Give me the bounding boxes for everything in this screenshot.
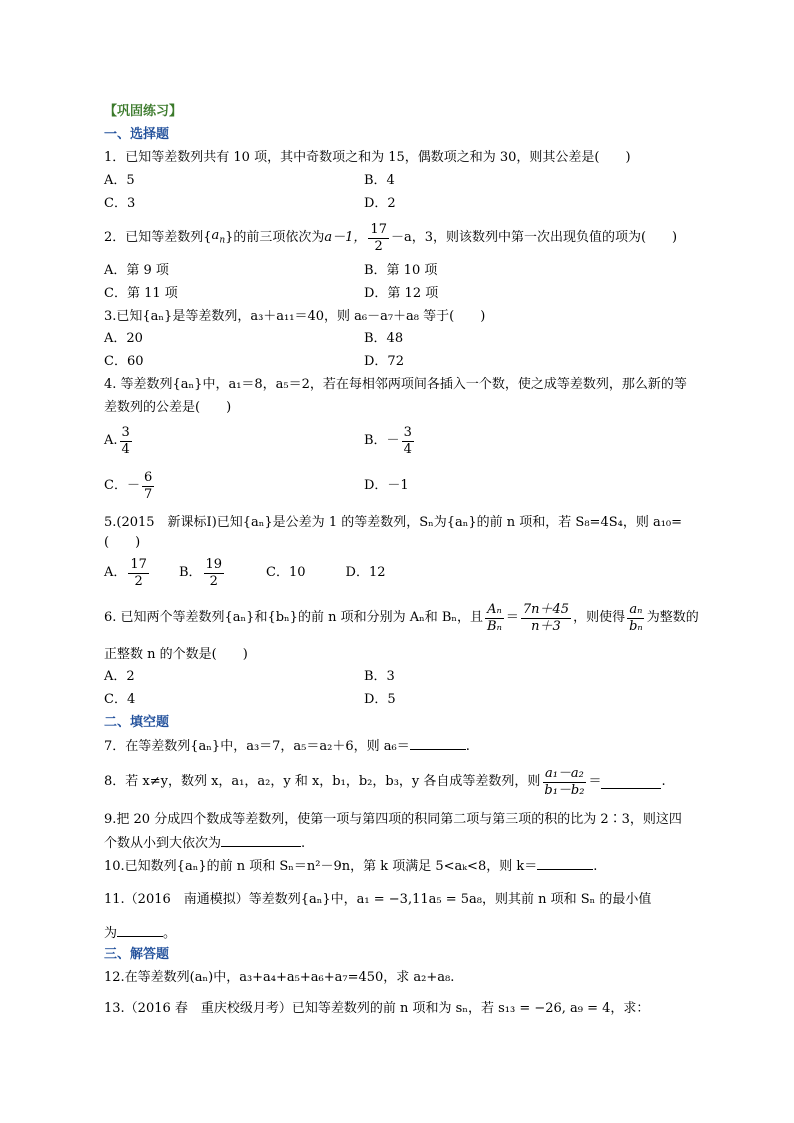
q5-option-a bbox=[104, 557, 151, 590]
q3-option-b: B．48 bbox=[364, 331, 404, 346]
q2-option-d: D．第 12 项 bbox=[364, 286, 439, 301]
section-answer-heading: 三、解答题 bbox=[104, 947, 170, 962]
q11-answer-blank[interactable] bbox=[117, 924, 163, 937]
q4-a-fraction bbox=[120, 425, 132, 458]
q1-option-b: B．4 bbox=[364, 173, 395, 188]
q5-b-label: B． bbox=[178, 565, 202, 580]
q4-b-fraction bbox=[402, 425, 414, 458]
question-9-line1: 9.把 20 分成四个数成等差数列，使第一项与第四项的积同第二项与第三项的积的比为 2∶3，则这四 bbox=[104, 812, 682, 827]
q4-c-den: 7 bbox=[143, 486, 153, 502]
q6-option-d: D．5 bbox=[364, 692, 396, 707]
q6-post: 为整数的 bbox=[646, 610, 699, 625]
q2-frac-den: 2 bbox=[374, 238, 383, 254]
question-3-stem: 3.已知{aₙ}是等差数列，a₃＋a₁₁＝40，则 a₆－a₇＋a₈ 等于( ) bbox=[104, 309, 486, 324]
q6-fraction-ratio bbox=[627, 602, 645, 635]
q6-f3-den: bₙ bbox=[629, 618, 643, 634]
q1-option-c: C．3 bbox=[104, 196, 136, 211]
q6-option-b: B．3 bbox=[364, 669, 395, 684]
q7-text: 7．在等差数列{aₙ}中，a₃＝7，a₅＝a₂＋6，则 a₆＝ bbox=[104, 739, 410, 754]
q5-b-den: 2 bbox=[209, 573, 218, 589]
q8-pre: 8．若 x≠y，数列 x，a₁，a₂，y 和 x，b₁，b₂，b₃，y 各自成等差数列，则 bbox=[104, 774, 541, 789]
q6-f1-num: Aₙ bbox=[487, 601, 502, 617]
question-11-line1: 11.（2016 南通模拟）等差数列{aₙ}中，a₁ = −3,11a₅ = 5a₈，则其前 n 项和 Sₙ 的最小值 bbox=[104, 892, 652, 907]
q9-line2-text: 个数从小到大依次为 bbox=[104, 836, 222, 851]
question-8: 8．若 x≠y，数列 x，a₁，a₂，y 和 x，b₁，b₂，b₃，y 各自成等差数列，则 $\frac{\text{a₁－a₂}}{\text{b₁－b₂}}$ ＝ . bbox=[104, 765, 666, 798]
q6-f2-num: 7n＋45 bbox=[522, 601, 570, 617]
q8-f-num: a₁－a₂ bbox=[544, 765, 584, 781]
q6-f3-num: aₙ bbox=[629, 601, 643, 617]
q4-b-den: 4 bbox=[403, 441, 412, 457]
question-10: 10.已知数列{aₙ}的前 n 项和 Sₙ＝n²－9n，第 k 项满足 5<aₖ<8，则 k＝ . bbox=[104, 859, 598, 874]
q4-a-den: 4 bbox=[121, 441, 130, 457]
q4-c-label: C．－ bbox=[104, 478, 140, 493]
question-13: 13.（2016 春 重庆校级月考）已知等差数列的前 n 项和为 sₙ，若 s₁₃ = −26, a₉ = 4，求： bbox=[104, 1001, 650, 1016]
q2-frac-num: 17 bbox=[370, 221, 387, 237]
q8-eq: ＝ bbox=[588, 774, 602, 789]
q6-f1-den: Bₙ bbox=[487, 618, 502, 634]
q8-fraction bbox=[542, 766, 586, 799]
q8-f-den: b₁－b₂ bbox=[544, 782, 585, 798]
q11-line2-text: 为 bbox=[104, 926, 118, 941]
q10-answer-blank[interactable] bbox=[537, 857, 593, 870]
q2-seq-symbol: $a_n$ bbox=[211, 227, 226, 246]
q4-option-b bbox=[364, 422, 416, 460]
q2-after: －a，3，则该数列中第一次出现负值的项为( ) bbox=[390, 230, 678, 245]
q6-f2-den: n＋3 bbox=[531, 618, 561, 634]
question-1-stem: 1．已知等差数列共有 10 项，其中奇数项之和为 15，偶数项之和为 30，则其公差是( ) bbox=[104, 150, 631, 165]
q2-option-a: A．第 9 项 bbox=[104, 263, 169, 278]
q4-b-label: B．－ bbox=[364, 433, 400, 448]
q4-option-c bbox=[104, 467, 156, 505]
q5-b-fraction bbox=[204, 557, 225, 590]
q4-a-label: A. bbox=[104, 433, 118, 448]
question-5-line1: 5.(2015 新课标Ⅰ)已知{aₙ}是公差为 1 的等差数列，Sₙ为{aₙ}的前 n 项和，若 S₈=4S₄，则 a₁₀= bbox=[104, 515, 683, 530]
q5-options bbox=[104, 553, 386, 593]
q2-mid: }的前三项依次为 bbox=[225, 230, 325, 245]
q3-option-a: A．20 bbox=[104, 331, 143, 346]
q1-option-d: D．2 bbox=[364, 196, 396, 211]
q5-a-fraction bbox=[128, 557, 149, 590]
q11-end: 。 bbox=[163, 926, 177, 941]
q5-a-den: 2 bbox=[134, 573, 143, 589]
q8-answer-blank[interactable] bbox=[601, 776, 661, 789]
q4-c-fraction bbox=[142, 470, 154, 503]
question-12: 12.在等差数列(aₙ)中，a₃+a₄+a₅+a₆+a₇=450，求 a₂+a₈. bbox=[104, 970, 455, 985]
q4-b-num: 3 bbox=[403, 424, 412, 440]
q4-c-num: 6 bbox=[143, 469, 153, 485]
q5-option-b bbox=[179, 557, 226, 590]
question-11-line2 bbox=[104, 924, 176, 943]
section-title: 【巩固练习】 bbox=[104, 104, 183, 119]
q6-fraction-expr bbox=[521, 602, 571, 635]
q1-option-a: A．5 bbox=[104, 173, 135, 188]
q4-option-d: D．－1 bbox=[364, 478, 409, 493]
question-2-stem bbox=[104, 218, 677, 258]
question-4-line2: 差数列的公差是( ) bbox=[104, 400, 232, 415]
q5-a-label: A． bbox=[104, 565, 127, 580]
section-choice-heading: 一、选择题 bbox=[104, 127, 170, 142]
q2-option-b: B．第 10 项 bbox=[364, 263, 438, 278]
q4-a-num: 3 bbox=[121, 424, 130, 440]
q6-mid: ，则使得 bbox=[573, 610, 626, 625]
q5-option-c: C．10 bbox=[266, 565, 306, 580]
q4-option-a bbox=[104, 422, 134, 460]
q2-fraction bbox=[368, 222, 389, 255]
q3-option-d: D．72 bbox=[364, 354, 404, 369]
q6-option-a: A．2 bbox=[104, 669, 135, 684]
question-6-line2: 正整数 n 的个数是( ) bbox=[104, 647, 248, 662]
q9-answer-blank[interactable] bbox=[221, 834, 301, 847]
q2-option-c: C．第 11 项 bbox=[104, 286, 178, 301]
q6-option-c: C．4 bbox=[104, 692, 136, 707]
section-fill-heading: 二、填空题 bbox=[104, 715, 170, 730]
question-4-line1: 4. 等差数列{aₙ}中，a₁＝8，a₅＝2，若在每相邻两项间各插入一个数，使之成等差数列，那么新的等 bbox=[104, 377, 687, 392]
q7-answer-blank[interactable] bbox=[410, 737, 466, 750]
q10-text: 10.已知数列{aₙ}的前 n 项和 Sₙ＝n²－9n，第 k 项满足 5<aₖ<8，则 k＝ bbox=[104, 859, 538, 874]
q5-option-d: D．12 bbox=[345, 565, 386, 580]
q6-eq: ＝ bbox=[505, 610, 519, 625]
question-5-line2: ( ) bbox=[104, 535, 141, 550]
q3-option-c: C．60 bbox=[104, 354, 144, 369]
question-7: 7．在等差数列{aₙ}中，a₃＝7，a₅＝a₂＋6，则 a₆＝ . bbox=[104, 739, 470, 754]
q6-fraction-ab bbox=[485, 602, 504, 635]
q5-a-num: 17 bbox=[130, 556, 147, 572]
q2-pre: 2．已知等差数列{ bbox=[104, 230, 212, 245]
q2-first-term: a－1， bbox=[324, 230, 367, 245]
q6-pre: 6. 已知两个等差数列{aₙ}和{bₙ}的前 n 项和分别为 Aₙ和 Bₙ，且 bbox=[104, 610, 484, 625]
q5-b-num: 19 bbox=[205, 556, 223, 572]
question-6-line1 bbox=[104, 598, 699, 638]
question-9-line2: 个数从小到大依次为 . bbox=[104, 836, 306, 851]
